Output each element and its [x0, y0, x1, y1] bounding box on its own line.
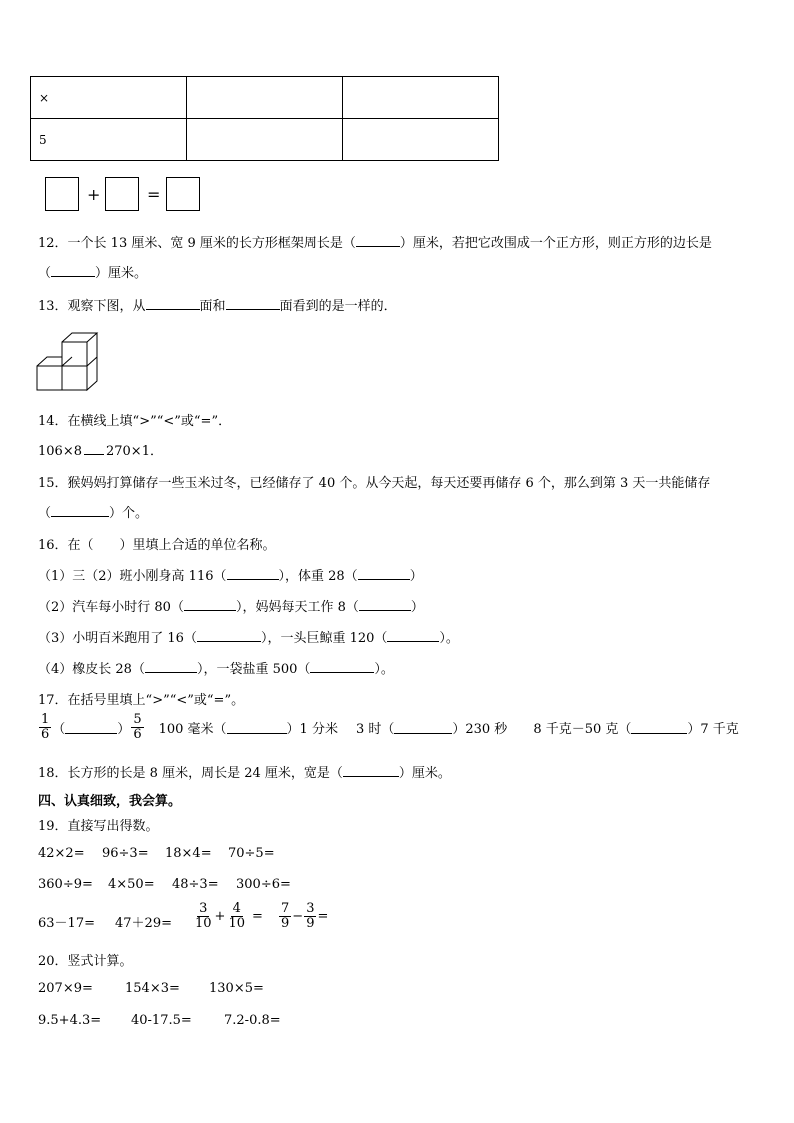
section-heading: 四、认真细致，我会算。 — [38, 794, 182, 809]
answer-box-1[interactable] — [45, 177, 79, 211]
answer-blank[interactable] — [358, 579, 410, 580]
table-row — [31, 77, 499, 119]
answer-blank[interactable] — [145, 672, 197, 673]
question-16-item-4: （4）橡皮长 28（ ），一袋盐重 500（ ）。 — [38, 662, 394, 677]
answer-box-2[interactable] — [105, 177, 139, 211]
question-19-title: 19．直接写出得数。 — [38, 819, 159, 834]
plus-sign: + — [87, 185, 101, 204]
question-16-item-3: （3）小明百米跑用了 16（ ），一头巨鲸重 120（ ）。 — [38, 631, 459, 646]
q19-fraction-sum: $\frac{3}{10}$ + $\frac{4}{10}$ = — [195, 901, 263, 931]
answer-blank[interactable] — [387, 641, 439, 642]
question-18: 18．长方形的长是 8 厘米，周长是 24 厘米，宽是（ ）厘米。 — [38, 766, 451, 781]
answer-blank[interactable] — [184, 610, 236, 611]
answer-blank[interactable] — [227, 733, 287, 734]
question-12-line-2: （ ）厘米。 — [38, 266, 148, 281]
table-row — [31, 119, 499, 161]
q20-expr: 9.5+4.3= — [38, 1013, 102, 1028]
q19-fraction-diff: $\frac{7}{9}$ − $\frac{3}{9}$ = — [281, 901, 329, 931]
question-14-title: 14．在横线上填“>”“<”或“=”． — [38, 414, 232, 429]
table-cell[interactable] — [187, 77, 343, 119]
answer-blank[interactable] — [84, 454, 104, 455]
question-13: 13．观察下图，从 面和 面看到的是一样的． — [38, 299, 397, 314]
answer-blank[interactable] — [51, 516, 109, 517]
cube-figure — [36, 326, 106, 392]
answer-blank[interactable] — [343, 776, 399, 777]
q19-expr: 360÷9= — [38, 877, 93, 892]
question-17-title: 17．在括号里填上“>”“<”或“=”。 — [38, 693, 245, 708]
multiplication-table — [30, 76, 499, 161]
q19-expr: 48÷3= — [172, 877, 219, 892]
answer-blank[interactable] — [359, 610, 411, 611]
q19-expr: 96÷3= — [102, 846, 149, 861]
q19-expr: 47＋29= — [115, 916, 172, 931]
answer-blank[interactable] — [51, 276, 95, 277]
q20-expr: 154×3= — [125, 981, 180, 996]
q19-expr: 4×50= — [108, 877, 155, 892]
q19-expr: 70÷5= — [228, 846, 275, 861]
table-cell[interactable] — [187, 119, 343, 161]
table-cell[interactable] — [343, 119, 499, 161]
question-20-title: 20．竖式计算。 — [38, 954, 133, 969]
question-16-item-2: （2）汽车每小时行 80（ ），妈妈每天工作 8（ ） — [38, 600, 424, 615]
question-14-expr: 106×8 270×1． — [38, 444, 163, 459]
equals-sign: = — [147, 185, 161, 204]
question-16-item-1: （1）三（2）班小刚身高 116（ ），体重 28（ ） — [38, 569, 423, 584]
answer-blank[interactable] — [65, 733, 117, 734]
q19-expr: 300÷6= — [236, 877, 291, 892]
answer-blank[interactable] — [631, 733, 687, 734]
answer-blank[interactable] — [226, 309, 280, 310]
answer-blank[interactable] — [356, 246, 400, 247]
q19-expr: 18×4= — [165, 846, 212, 861]
question-15-line-1: 15．猴妈妈打算储存一些玉米过冬，已经储存了 40 个。从今天起，每天还要再储存 6 个，那么到第 3 天一共能储存 — [38, 476, 711, 491]
q19-expr: 42×2= — [38, 846, 85, 861]
fraction-one-sixth: $\frac{1}{6}$ — [41, 712, 50, 742]
answer-blank[interactable] — [146, 309, 200, 310]
answer-blank[interactable] — [227, 579, 279, 580]
answer-blank[interactable] — [197, 641, 261, 642]
fraction-five-sixths: $\frac{5}{6}$ — [133, 712, 142, 742]
question-17-items: $\frac{1}{6}$ （ ） $\frac{5}{6}$ 100 毫米（ ）1 分米 3 时（ ）230 秒 8 千克－50 克（ ）7 千克 — [41, 712, 739, 742]
answer-blank[interactable] — [310, 672, 374, 673]
q20-expr: 130×5= — [209, 981, 264, 996]
q20-expr: 207×9= — [38, 981, 93, 996]
question-16-title: 16．在（ ）里填上合适的单位名称。 — [38, 538, 276, 553]
table-cell[interactable] — [343, 77, 499, 119]
q19-expr: 63－17= — [38, 916, 95, 931]
answer-blank[interactable] — [394, 733, 452, 734]
q20-expr: 7.2-0.8= — [224, 1013, 281, 1028]
question-12-line-1: 12．一个长 13 厘米、宽 9 厘米的长方形框架周长是（ ）厘米，若把它改围成一个正方形，则正方形的边长是 — [38, 236, 712, 251]
table-cell: 5 — [31, 119, 187, 161]
question-15-line-2: （ ）个。 — [38, 506, 149, 521]
table-cell: × — [31, 77, 187, 119]
q20-expr: 40-17.5= — [131, 1013, 192, 1028]
answer-box-3[interactable] — [166, 177, 200, 211]
